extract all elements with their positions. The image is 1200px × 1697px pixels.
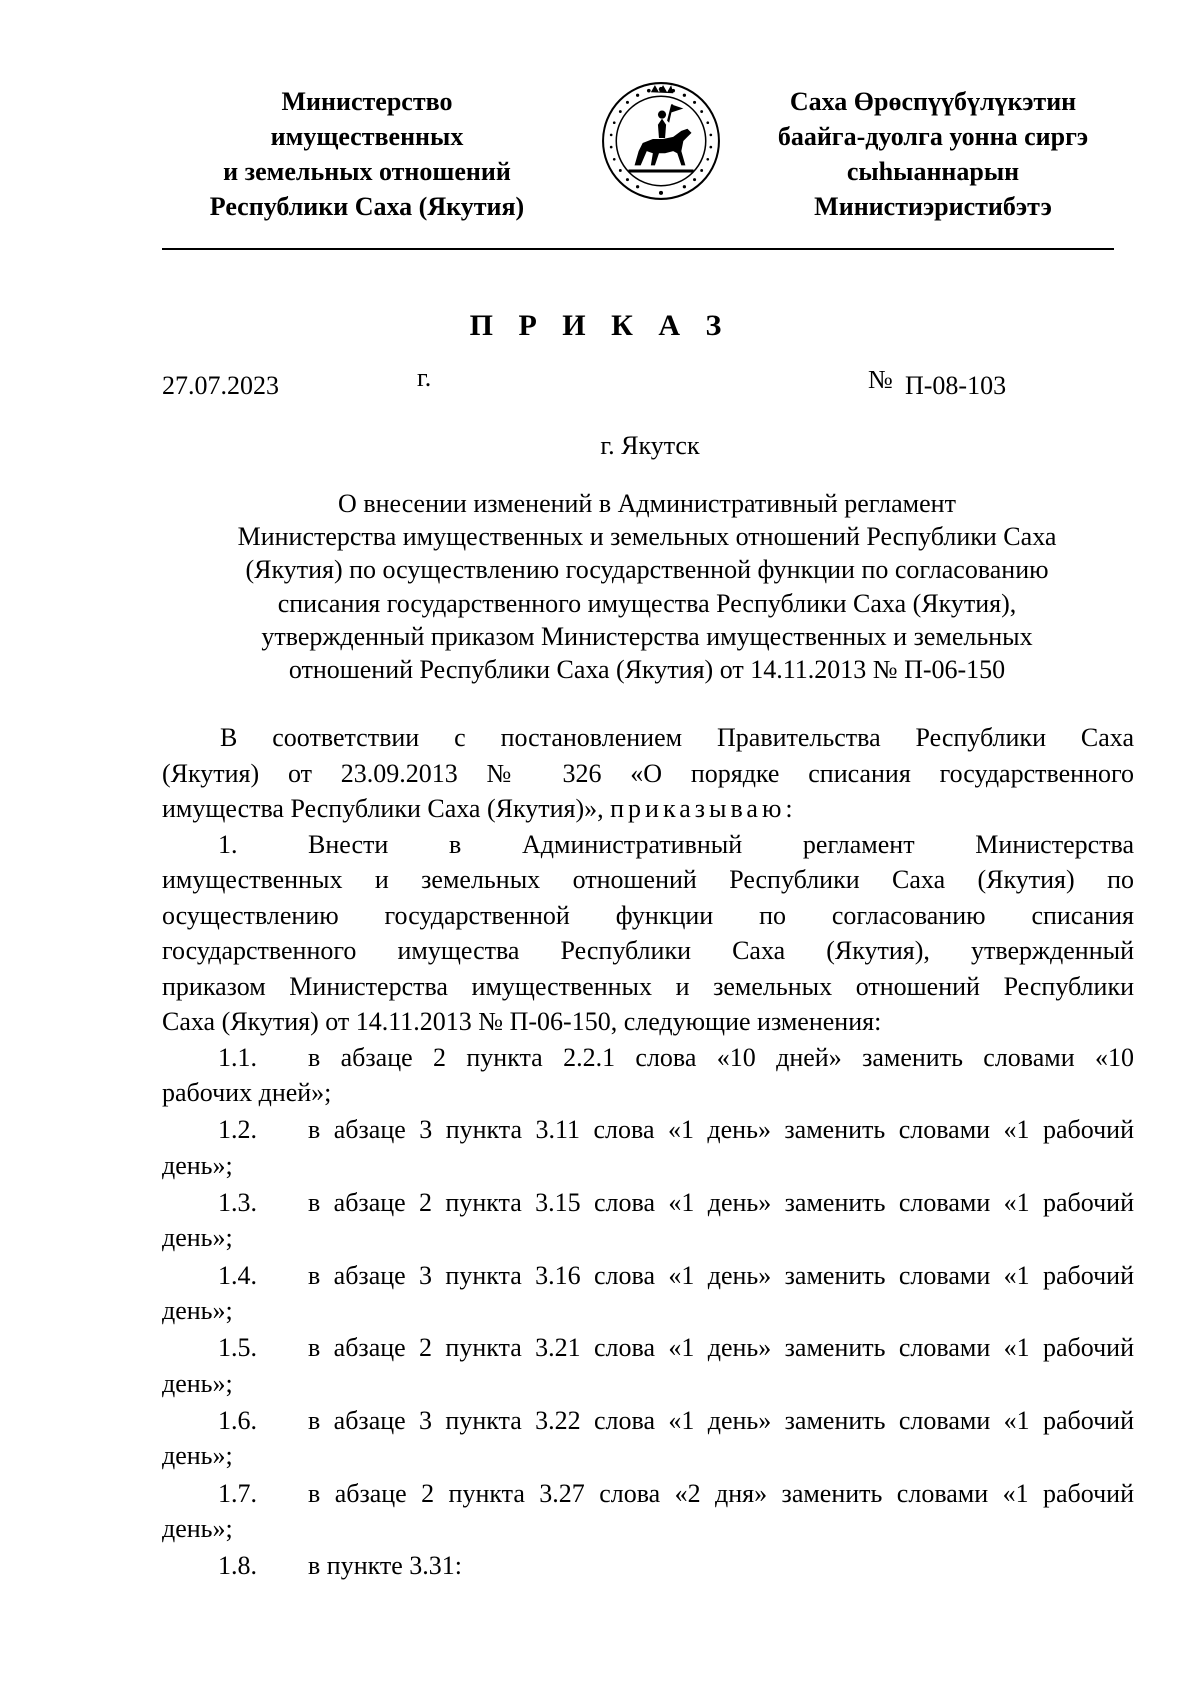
item-1-first-line [162, 827, 1134, 863]
order-date: 27.07.2023 [162, 371, 279, 400]
preamble-line: В соответствии с постановлением Правительства Республики Саха [220, 723, 1134, 752]
order-date-suffix: г. [417, 363, 432, 392]
subitem-text: в абзаце 3 пункта 3.22 слова «1 день» заменить словами «1 рабочий [308, 1405, 1134, 1435]
subitem-text: в пункте 3.31: [308, 1551, 463, 1581]
subitem-1-7 [162, 1476, 1134, 1512]
subitem-number: 1.2. [218, 1115, 257, 1145]
subject-line: Министерства имущественных и земельных отношений Республики Саха [237, 522, 1057, 552]
subitem-1-5 [162, 1330, 1134, 1366]
header-right-line: сыһыаннарын [846, 157, 1020, 186]
item-1-line: Саха (Якутия) от 14.11.2013 № П-06-150, следующие изменения: [162, 1007, 882, 1036]
order-subject [162, 487, 1132, 686]
preamble-text: имущества Республики Саха (Якутия)», [162, 794, 604, 823]
subitem-text: в абзаце 3 пункта 3.16 слова «1 день» заменить словами «1 рабочий [308, 1260, 1134, 1290]
order-body [162, 720, 1134, 1584]
order-number-sign: № [868, 365, 893, 394]
subitem-continuation: день»; [162, 1441, 233, 1471]
header-left-line: Министерство [281, 87, 453, 116]
header-left-line: имущественных [270, 122, 464, 151]
preamble-order-word: приказываю: [610, 794, 797, 823]
subitem-continuation: рабочих дней»; [162, 1078, 332, 1107]
item-number: 1. [218, 829, 238, 859]
preamble-line: (Якутия) от 23.09.2013 № 326 «О порядке списания государственного [162, 758, 1134, 788]
subject-line: отношений Республики Саха (Якутия) от 14.11.2013 № П-06-150 [288, 655, 1006, 685]
preamble-line [162, 791, 1134, 827]
subitem-continuation: день»; [162, 1368, 233, 1398]
subitem-continuation: день»; [162, 1150, 233, 1180]
order-number: П-08-103 [905, 371, 1007, 400]
subitem-1-2 [162, 1112, 1134, 1148]
subject-line: утвержденный приказом Министерства имущественных и земельных [261, 621, 1033, 651]
subitem-text: в абзаце 2 пункта 2.2.1 слова «10 дней» заменить словами «10 [308, 1042, 1134, 1072]
subject-line: О внесении изменений в Административный регламент [338, 489, 956, 518]
header-divider [162, 248, 1114, 250]
subitem-number: 1.1. [218, 1042, 257, 1072]
ministry-name-russian [176, 84, 558, 224]
subitem-text: в абзаце 3 пункта 3.11 слова «1 день» заменить словами «1 рабочий [308, 1115, 1134, 1145]
republic-sakha-coat-of-arms-icon [600, 80, 722, 202]
item-1-line: имущественных и земельных отношений Республики Саха (Якутия) по [162, 865, 1134, 894]
subitem-1-3 [162, 1185, 1134, 1221]
subitem-1-6 [162, 1403, 1134, 1439]
subitem-number: 1.8. [218, 1551, 257, 1581]
subitem-number: 1.5. [218, 1333, 257, 1363]
item-1-line: приказом Министерства имущественных и земельных отношений Республики [162, 971, 1134, 1001]
ministry-name-sakha [742, 84, 1124, 224]
subitem-text: в абзаце 2 пункта 3.21 слова «1 день» заменить словами «1 рабочий [308, 1333, 1134, 1363]
subitem-continuation: день»; [162, 1296, 233, 1326]
subitem-continuation: день»; [162, 1514, 233, 1544]
subject-line: списания государственного имущества Республики Саха (Якутия), [277, 588, 1017, 618]
subitem-number: 1.3. [218, 1187, 257, 1217]
header-left-line: Республики Саха (Якутия) [209, 192, 525, 221]
header-right-line: баайга-дуолга уонна сиргэ [777, 122, 1089, 151]
header-right-line: Министиэристибэтэ [814, 192, 1052, 221]
header-left-line: и земельных отношений [223, 157, 511, 186]
subitem-1-4 [162, 1258, 1134, 1294]
header-right-line: Саха Өрөспүүбүлүкэтин [789, 87, 1077, 116]
subitem-number: 1.6. [218, 1405, 257, 1435]
subitem-number: 1.4. [218, 1260, 257, 1290]
subitem-continuation: день»; [162, 1223, 233, 1253]
subitem-text: в абзаце 2 пункта 3.15 слова «1 день» заменить словами «1 рабочий [308, 1187, 1134, 1217]
subitem-1-8 [162, 1548, 1134, 1584]
subject-line: (Якутия) по осуществлению государственной функции по согласованию [245, 555, 1049, 585]
subitem-text: в абзаце 2 пункта 3.27 слова «2 дня» заменить словами «1 рабочий [308, 1478, 1134, 1508]
document-title: П Р И К А З [469, 309, 731, 342]
subitem-1-1 [162, 1040, 1134, 1076]
item-1-line: осуществлению государственной функции по согласованию списания [162, 900, 1134, 930]
item-1-line: государственного имущества Республики Саха (Якутия), утвержденный [162, 936, 1134, 965]
subitem-number: 1.7. [218, 1478, 257, 1508]
order-city: г. Якутск [600, 431, 700, 460]
item-text: Внести в Административный регламент Министерства [308, 829, 1134, 859]
